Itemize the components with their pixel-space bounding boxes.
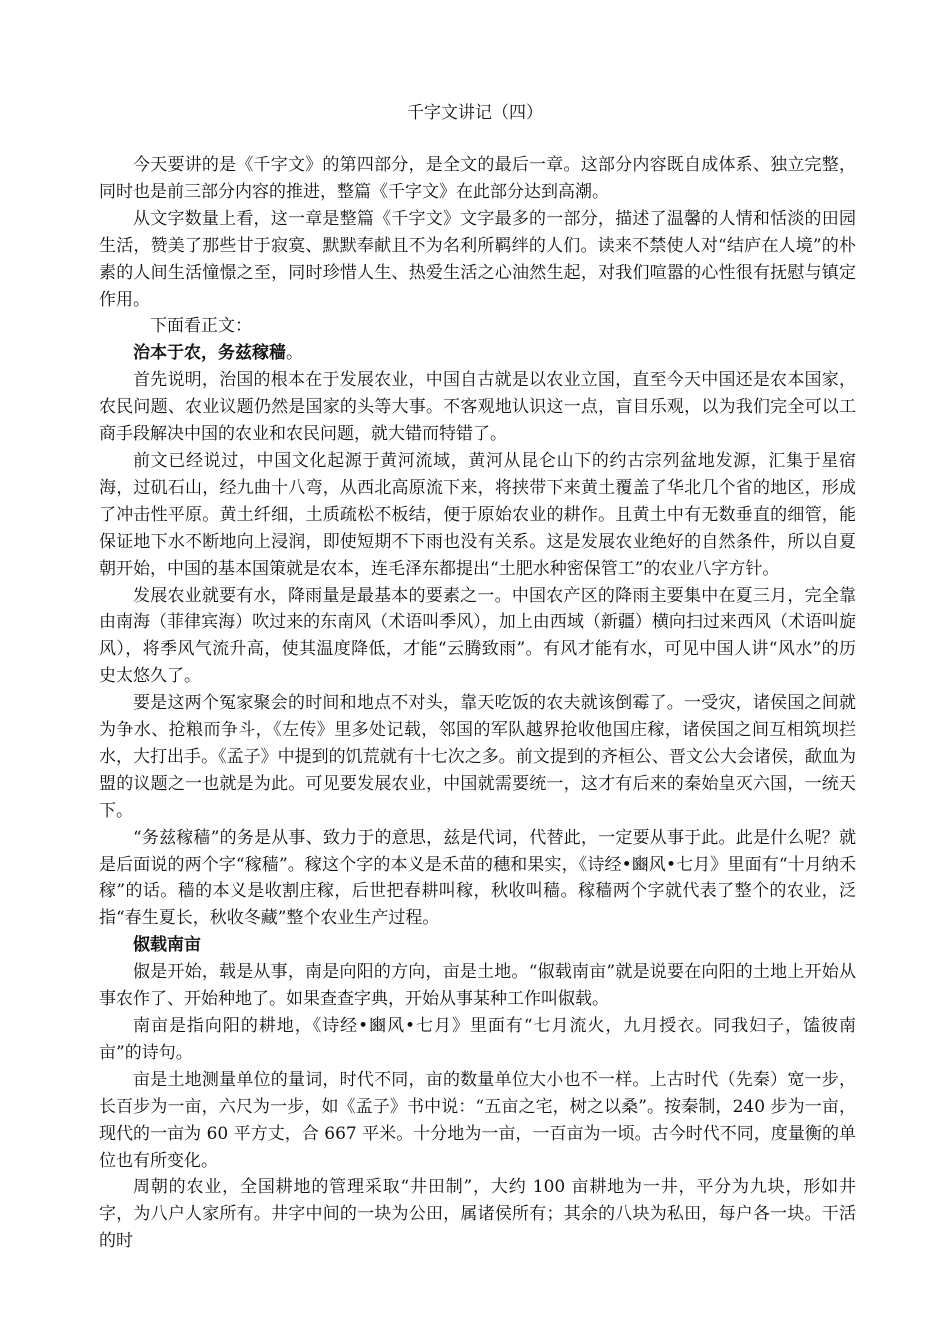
- section-heading-text: 治本于农，务兹稼穑: [133, 343, 286, 364]
- body-paragraph: 周朝的农业，全国耕地的管理采取“井田制”，大约 100 亩耕地为一井，平分为九块，形如井字，为八户人家所有。井字中间的一块为公田，属诸侯所有；其余的八块为私田，每户各一块。干活的时: [99, 1177, 856, 1252]
- body-paragraph: 南亩是指向阳的耕地，《诗经•豳风•七月》里面有“七月流火，九月授衣。同我妇子，馌彼南亩”的诗句。: [99, 1016, 856, 1063]
- body-paragraph: “务兹稼穑”的务是从事、致力于的意思，兹是代词，代替此，一定要从事于此。此是什么呢？就是后面说的两个字“稼穑”。稼这个字的本义是禾苗的穗和果实，《诗经•豳风•七月》里面有“十月纳禾稼”的话。穑的本义是收割庄稼，后世把春耕叫稼，秋收叫穑。稼穑两个字就代表了整个的农业，泛指“春生夏长，秋收冬藏”整个农业生产过程。: [99, 827, 856, 929]
- document-body: [99, 152, 856, 1255]
- body-paragraph: 发展农业就要有水，降雨量是最基本的要素之一。中国农产区的降雨主要集中在夏三月，完全靠由南海（菲律宾海）吹过来的东南风（术语叫季风），加上由西域（新疆）横向扫过来西风（术语叫旋风），将季风气流升高，使其温度降低，才能“云腾致雨”。有风才能有水，可见中国人讲“风水”的历史太悠久了。: [99, 585, 856, 687]
- document-title: 千字文讲记（四）: [407, 103, 543, 123]
- body-paragraph: 从文字数量上看，这一章是整篇《千字文》文字最多的一部分，描述了温馨的人情和恬淡的田园生活，赞美了那些甘于寂寞、默默奉献且不为名利所羁绊的人们。读来不禁使人对“结庐在人境”的朴素的人间生活憧憬之至，同时珍惜人生、热爱生活之心油然生起，对我们喧嚣的心性很有抚慰与镇定作用。: [99, 208, 856, 310]
- body-paragraph: 今天要讲的是《千字文》的第四部分，是全文的最后一章。这部分内容既自成体系、独立完整，同时也是前三部分内容的推进，整篇《千字文》在此部分达到高潮。: [99, 155, 856, 202]
- section-heading-punctuation: 。: [286, 343, 303, 364]
- section-heading: [99, 340, 856, 367]
- section-heading: [99, 932, 856, 959]
- section-heading-text: 俶载南亩: [133, 935, 201, 956]
- body-paragraph: 要是这两个冤家聚会的时间和地点不对头，靠天吃饭的农夫就该倒霉了。一受灾，诸侯国之间就为争水、抢粮而争斗，《左传》里多处记载，邻国的军队越界抢收他国庄稼，诸侯国之间互相筑坝拦水，大打出手。《孟子》中提到的饥荒就有十七次之多。前文提到的齐桓公、晋文公大会诸侯，歃血为盟的议题之一也就是为此。可见要发展农业，中国就需要统一，这才有后来的秦始皇灭六国，一统天下。: [99, 693, 856, 821]
- body-paragraph: 下面看正文：: [150, 316, 252, 337]
- body-paragraph: 亩是土地测量单位的量词，时代不同，亩的数量单位大小也不一样。上古时代（先秦）宽一步，长百步为一亩，六尺为一步，如《孟子》书中说：“五亩之宅，树之以桑”。按秦制，240 步为一亩，现代的一亩为 60 平方丈，合 667 平米。十分地为一亩，一百亩为一顷。古今时代不同，度量衡的单位也有所变化。: [99, 1069, 856, 1171]
- body-paragraph: 前文已经说过，中国文化起源于黄河流域，黄河从昆仑山下的约古宗列盆地发源，汇集于星宿海，过矶石山，经九曲十八弯，从西北高原流下来，将挟带下来黄土覆盖了华北几个省的地区，形成了冲击性平原。黄土纤细，土质疏松不板结，便于原始农业的耕作。且黄土中有无数垂直的细管，能保证地下水不断地向上浸润，即使短期不下雨也没有关系。这是发展农业绝好的自然条件，所以自夏朝开始，中国的基本国策就是农本，连毛泽东都提出“土肥水种密保管工”的农业八字方针。: [99, 450, 856, 579]
- body-paragraph: 俶是开始，载是从事，南是向阳的方向，亩是土地。“俶载南亩”就是说要在向阳的土地上开始从事农作了、开始种地了。如果查查字典，开始从事某种工作叫俶载。: [99, 962, 856, 1010]
- body-paragraph: 首先说明，治国的根本在于发展农业，中国自古就是以农业立国，直至今天中国还是农本国家，农民问题、农业议题仍然是国家的头等大事。不客观地认识这一点，盲目乐观，以为我们完全可以工商手段解决中国的农业和农民问题，就大错而特错了。: [99, 370, 856, 445]
